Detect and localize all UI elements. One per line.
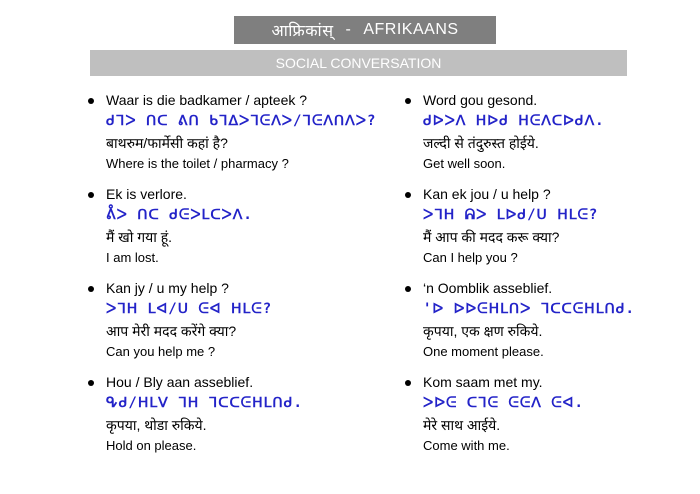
phonetic-script: ᐳᐅᕮ ᑕᒣᕮ ᕮᕮᐱ ᕮᐊ. xyxy=(423,395,584,411)
afrikaans-phrase: Hou / Bly aan asseblief. xyxy=(106,374,254,390)
hindi-translation: मैं आप की मदद करू क्या? xyxy=(423,229,560,245)
phrase-entry xyxy=(88,278,388,372)
phonetic-script: ᕴᑯ/ᕼᒪᐯ ᒣᕼ ᒣᑕᑕᕮᕼᒪᑎᑯ. xyxy=(106,395,303,411)
bullet-icon xyxy=(88,98,94,104)
english-translation: Come with me. xyxy=(423,438,510,453)
phonetic-script: 'ᐅ ᐅᐅᕮᕼᒪᑎᐳ ᒣᑕᑕᕮᕼᒪᑎᑯ. xyxy=(423,301,635,317)
english-translation: Where is the toilet / pharmacy ? xyxy=(106,156,289,171)
hindi-translation: कृपया, एक क्षण रुकिये. xyxy=(423,323,543,339)
phrase-entry xyxy=(88,372,388,466)
phrase-entry xyxy=(405,90,700,184)
english-translation: I am lost. xyxy=(106,250,159,265)
english-translation: Get well soon. xyxy=(423,156,506,171)
hindi-translation: कृपया, थोडा रुकिये. xyxy=(106,417,207,433)
afrikaans-phrase: ‘n Oomblik asseblief. xyxy=(423,280,553,296)
phonetic-script: ᐳᒣᕼ ᕱᐳ ᒪᐅᑯ/ᑌ ᕼᒪᕮ? xyxy=(423,207,599,223)
phonetic-script: ᑯᒣᐳ ᑎᑕ ᕕᑎ ᑲᒣᐃᐳᒣᕮᐱᐳ/ᒣᕮᐱᑎᐱᐳ? xyxy=(106,113,377,129)
phrase-entry xyxy=(405,278,700,372)
bullet-icon xyxy=(88,380,94,386)
english-translation: Hold on please. xyxy=(106,438,197,453)
hindi-translation: आप मेरी मदद करेंगे क्या? xyxy=(106,323,237,339)
phrase-entry xyxy=(405,372,700,466)
afrikaans-phrase: Waar is die badkamer / apteek ? xyxy=(106,92,308,108)
afrikaans-phrase: Kom saam met my. xyxy=(423,374,543,390)
subtitle: SOCIAL CONVERSATION xyxy=(275,55,442,71)
title-bar xyxy=(234,16,496,44)
afrikaans-phrase: Kan ek jou / u help ? xyxy=(423,186,551,202)
english-translation: Can I help you ? xyxy=(423,250,518,265)
title-hindi: आफ्रिकांस् xyxy=(271,23,334,40)
right-column xyxy=(405,90,700,466)
english-translation: Can you help me ? xyxy=(106,344,216,359)
english-translation: One moment please. xyxy=(423,344,544,359)
left-column xyxy=(88,90,388,466)
title-english: AFRIKAANS xyxy=(363,21,459,38)
hindi-translation: मैं खो गया हूं. xyxy=(106,229,173,245)
subtitle-bar xyxy=(90,50,627,76)
phonetic-script: ᐳᒣᕼ ᒪᐊ/ᑌ ᕮᐊ ᕼᒪᕮ? xyxy=(106,301,273,317)
phonetic-script: ᑯᐅᐳᐱ ᕼᐅᑯ ᕼᕮᐱᑕᐅᑯᐱ. xyxy=(423,113,605,129)
hindi-translation: जल्दी से तंदुरुस्त होईये. xyxy=(423,135,539,151)
bullet-icon xyxy=(405,192,411,198)
bullet-icon xyxy=(88,286,94,292)
bullet-icon xyxy=(405,380,411,386)
bullet-icon xyxy=(405,98,411,104)
bullet-icon xyxy=(88,192,94,198)
phrase-entry xyxy=(88,90,388,184)
title-separator: - xyxy=(345,21,352,38)
hindi-translation: बाथरुम/फार्मेसी कहां है? xyxy=(106,135,228,151)
phrase-entry xyxy=(88,184,388,278)
phonetic-script: ᕔᐳ ᑎᑕ ᑯᕮᐳᒪᑕᐳᐱ. xyxy=(106,207,253,223)
phrase-entry xyxy=(405,184,700,278)
hindi-translation: मेरे साथ आईये. xyxy=(423,417,501,433)
afrikaans-phrase: Ek is verlore. xyxy=(106,186,187,202)
bullet-icon xyxy=(405,286,411,292)
afrikaans-phrase: Word gou gesond. xyxy=(423,92,538,108)
afrikaans-phrase: Kan jy / u my help ? xyxy=(106,280,229,296)
